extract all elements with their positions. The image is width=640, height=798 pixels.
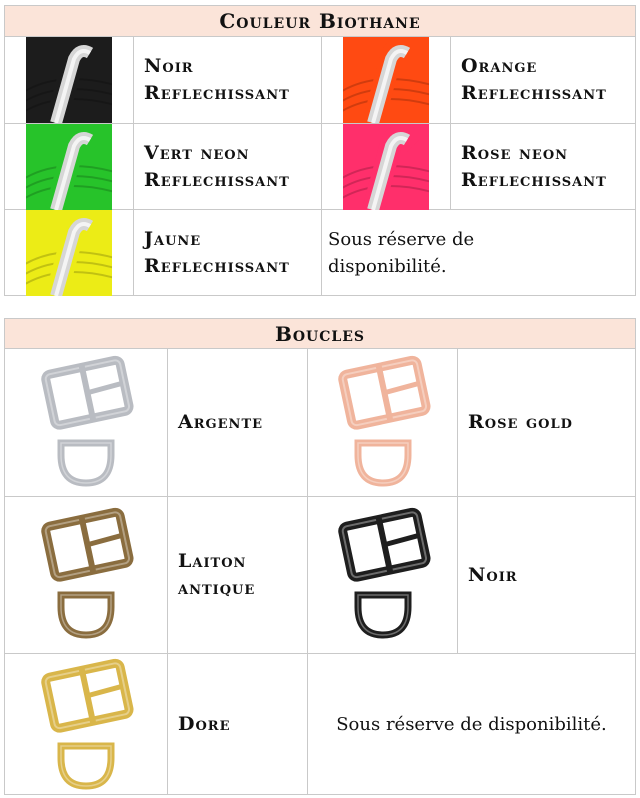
biothane-yellow-swatch-icon bbox=[26, 210, 112, 296]
biothane-black-reflective-label: Reflechissant bbox=[144, 82, 290, 104]
gold-buckle-label: Dore bbox=[178, 712, 231, 735]
biothane-color-table bbox=[4, 5, 636, 296]
black-buckle-icon bbox=[328, 503, 438, 647]
biothane-orange-label: Orange bbox=[461, 55, 538, 77]
buckles-table-header: Boucles bbox=[5, 319, 635, 349]
biothane-yellow-reflective-label: Reflechissant bbox=[144, 255, 290, 277]
biothane-pink-swatch-icon bbox=[343, 124, 429, 210]
buckles-table bbox=[4, 318, 636, 795]
biothane-table-header: Couleur Biothane bbox=[5, 6, 635, 37]
biothane-black-label: Noir bbox=[144, 55, 194, 77]
biothane-green-label: Vert neon bbox=[144, 141, 250, 164]
antique-brass-buckle-label: Laiton bbox=[178, 550, 247, 572]
buckles-availability-note: Sous réserve de disponibilité. bbox=[336, 713, 607, 735]
biothane-pink-reflective-label: Reflechissant bbox=[461, 168, 607, 191]
rose-gold-buckle-label: Rose gold bbox=[468, 411, 573, 433]
gold-buckle-icon bbox=[31, 654, 141, 798]
biothane-pink-label: Rose neon bbox=[461, 141, 569, 164]
biothane-availability-note: Sous réserve de bbox=[328, 229, 475, 250]
biothane-black-swatch-icon bbox=[26, 37, 112, 123]
black-buckle-label: Noir bbox=[468, 563, 518, 586]
biothane-green-reflective-label: Reflechissant bbox=[144, 168, 290, 191]
silver-buckle-label: Argente bbox=[178, 411, 264, 433]
biothane-yellow-label: Jaune bbox=[144, 228, 202, 250]
rose-gold-buckle-icon bbox=[328, 351, 438, 495]
biothane-orange-reflective-label: Reflechissant bbox=[461, 82, 607, 104]
silver-buckle-icon bbox=[31, 351, 141, 495]
antique-brass-buckle-icon bbox=[31, 503, 141, 647]
biothane-orange-swatch-icon bbox=[343, 37, 429, 123]
biothane-green-swatch-icon bbox=[26, 124, 112, 210]
antique-brass-buckle-label-line2: antique bbox=[178, 577, 256, 599]
biothane-availability-note-line2: disponibilité. bbox=[328, 256, 447, 277]
